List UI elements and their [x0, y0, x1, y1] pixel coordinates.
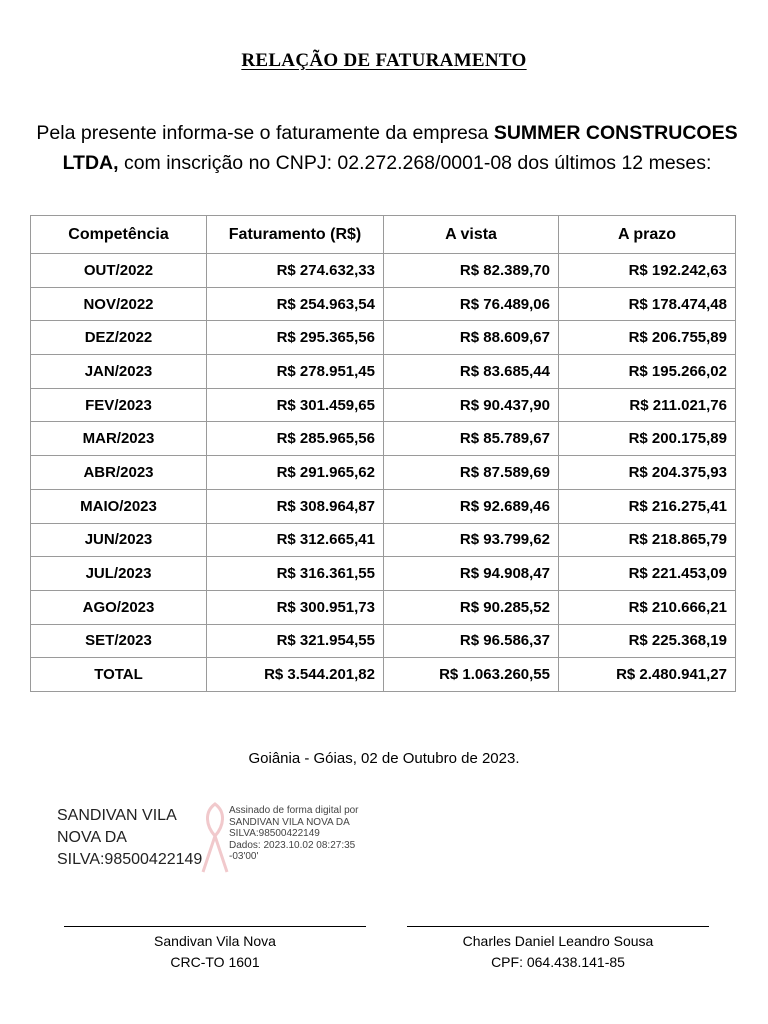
table-row: [31, 355, 736, 389]
signatory-left: [64, 931, 366, 973]
cell-a-prazo: R$ 221.453,09: [559, 557, 736, 591]
cell-faturamento: R$ 321.954,55: [207, 624, 384, 658]
signatory-name: Sandivan Vila Nova: [154, 933, 276, 949]
table-body: [31, 254, 736, 692]
signatory-name: Charles Daniel Leandro Sousa: [462, 933, 654, 949]
cell-a-prazo: R$ 2.480.941,27: [559, 658, 736, 692]
cell-a-vista: R$ 90.285,52: [384, 590, 559, 624]
cell-a-vista: R$ 88.609,67: [384, 321, 559, 355]
cell-faturamento: R$ 291.965,62: [207, 456, 384, 490]
intro-text-end: com inscrição no CNPJ: 02.272.268/0001-08 dos últimos 12 meses:: [118, 152, 712, 174]
signature-note-line: Dados: 2023.10.02 08:27:35: [229, 839, 356, 851]
cell-a-prazo: R$ 206.755,89: [559, 321, 736, 355]
signatory-right: [392, 931, 724, 973]
cell-a-prazo: R$ 178.474,48: [559, 287, 736, 321]
table-total-row: [31, 658, 736, 692]
cell-competencia: JAN/2023: [31, 355, 207, 389]
cell-competencia: AGO/2023: [31, 590, 207, 624]
cell-faturamento: R$ 285.965,56: [207, 422, 384, 456]
table-row: [31, 624, 736, 658]
cell-a-vista: R$ 93.799,62: [384, 523, 559, 557]
cell-competencia: NOV/2022: [31, 287, 207, 321]
signature-note-line: SANDIVAN VILA NOVA DA: [229, 816, 350, 828]
cell-faturamento: R$ 312.665,41: [207, 523, 384, 557]
table-row: [31, 590, 736, 624]
signature-note-line: Assinado de forma digital por: [229, 805, 359, 816]
cell-a-vista: R$ 1.063.260,55: [384, 658, 559, 692]
table-row: [31, 557, 736, 591]
table-row: [31, 489, 736, 523]
cell-a-vista: R$ 82.389,70: [384, 254, 559, 288]
cell-faturamento: R$ 300.951,73: [207, 590, 384, 624]
cell-a-vista: R$ 87.589,69: [384, 456, 559, 490]
signatory-detail: CPF: 064.438.141-85: [491, 954, 625, 970]
cell-competencia: OUT/2022: [31, 254, 207, 288]
cell-a-prazo: R$ 192.242,63: [559, 254, 736, 288]
cell-competencia: MAIO/2023: [31, 489, 207, 523]
cell-faturamento: R$ 278.951,45: [207, 355, 384, 389]
cell-faturamento: R$ 3.544.201,82: [207, 658, 384, 692]
cell-faturamento: R$ 295.365,56: [207, 321, 384, 355]
header-a-vista: A vista: [384, 216, 559, 254]
cell-a-vista: R$ 76.489,06: [384, 287, 559, 321]
table-row: [31, 254, 736, 288]
cell-a-prazo: R$ 210.666,21: [559, 590, 736, 624]
digital-signature-name: [57, 805, 202, 871]
table-row: [31, 523, 736, 557]
cell-a-prazo: R$ 195.266,02: [559, 355, 736, 389]
cell-faturamento: R$ 301.459,65: [207, 388, 384, 422]
cell-competencia: DEZ/2022: [31, 321, 207, 355]
cell-competencia: MAR/2023: [31, 422, 207, 456]
signatory-detail: CRC-TO 1601: [170, 954, 260, 970]
signature-note-line: -03'00': [229, 851, 259, 862]
cell-competencia: JUL/2023: [31, 557, 207, 591]
cell-faturamento: R$ 254.963,54: [207, 287, 384, 321]
cell-a-prazo: R$ 218.865,79: [559, 523, 736, 557]
cell-competencia: JUN/2023: [31, 523, 207, 557]
signature-line-left: [64, 926, 366, 927]
header-competencia: Competência: [31, 216, 207, 254]
billing-table: [30, 215, 736, 692]
cell-competencia: SET/2023: [31, 624, 207, 658]
document-title: RELAÇÃO DE FATURAMENTO: [241, 50, 527, 71]
table-header-row: [31, 216, 736, 254]
cell-a-vista: R$ 83.685,44: [384, 355, 559, 389]
table-row: [31, 321, 736, 355]
table-row: [31, 456, 736, 490]
header-faturamento: Faturamento (R$): [207, 216, 384, 254]
cell-a-vista: R$ 96.586,37: [384, 624, 559, 658]
cell-a-vista: R$ 90.437,90: [384, 388, 559, 422]
table-row: [31, 287, 736, 321]
signature-name-line: SANDIVAN VILA: [57, 807, 177, 824]
cell-competencia: TOTAL: [31, 658, 207, 692]
cell-a-vista: R$ 92.689,46: [384, 489, 559, 523]
digital-signature-note: [229, 805, 359, 863]
table-row: [31, 422, 736, 456]
signature-line-right: [407, 926, 709, 927]
cell-faturamento: R$ 316.361,55: [207, 557, 384, 591]
cell-competencia: ABR/2023: [31, 456, 207, 490]
cell-a-prazo: R$ 225.368,19: [559, 624, 736, 658]
signature-ribbon-icon: [198, 800, 232, 876]
cell-faturamento: R$ 308.964,87: [207, 489, 384, 523]
signature-note-line: SILVA:98500422149: [229, 828, 320, 839]
cell-a-vista: R$ 94.908,47: [384, 557, 559, 591]
cell-a-prazo: R$ 204.375,93: [559, 456, 736, 490]
signature-name-line: SILVA:98500422149: [57, 851, 203, 868]
cell-a-prazo: R$ 216.275,41: [559, 489, 736, 523]
signature-name-line: NOVA DA: [57, 829, 127, 846]
intro-text-start: Pela presente informa-se o faturamente da empresa: [36, 122, 494, 144]
place-date: Goiânia - Góias, 02 de Outubro de 2023.: [248, 750, 520, 767]
intro-paragraph: [22, 118, 752, 178]
cell-faturamento: R$ 274.632,33: [207, 254, 384, 288]
cell-competencia: FEV/2023: [31, 388, 207, 422]
company-name: SUMMER CONSTRUCOES LTDA,: [62, 122, 738, 174]
cell-a-prazo: R$ 211.021,76: [559, 388, 736, 422]
cell-a-vista: R$ 85.789,67: [384, 422, 559, 456]
header-a-prazo: A prazo: [559, 216, 736, 254]
cell-a-prazo: R$ 200.175,89: [559, 422, 736, 456]
table-row: [31, 388, 736, 422]
